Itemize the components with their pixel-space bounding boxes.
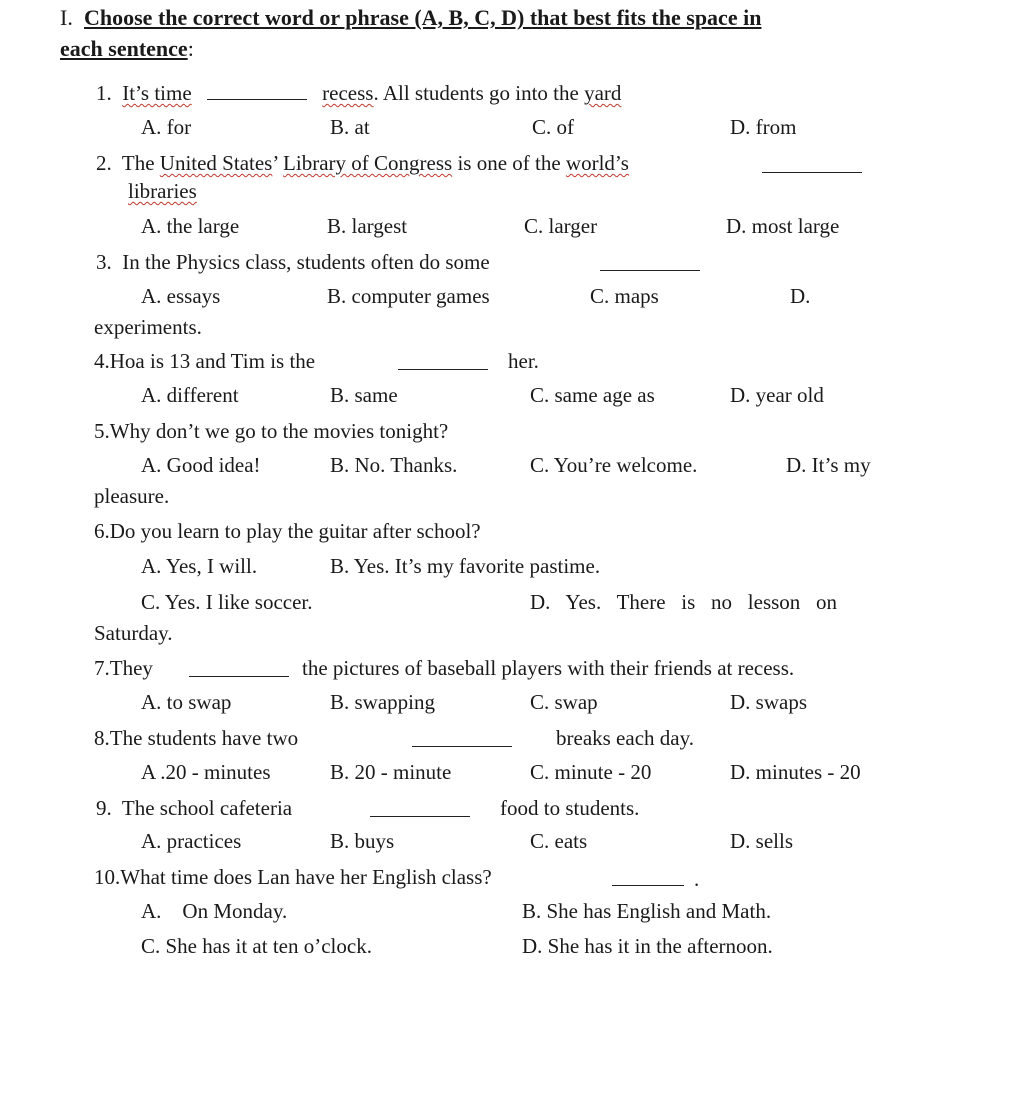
q7-pre: They xyxy=(109,656,153,680)
q3-option-a[interactable]: A. essays xyxy=(141,284,221,308)
question-number: 1. xyxy=(96,81,112,105)
q9-option-a[interactable]: A. practices xyxy=(141,829,242,853)
q2-option-b[interactable]: B. largest xyxy=(327,214,408,238)
q6-option-a[interactable]: A. Yes, I will. xyxy=(141,554,258,578)
answer-blank[interactable] xyxy=(398,355,488,370)
q2-mid2: is one of the xyxy=(452,151,566,175)
answer-blank[interactable] xyxy=(207,85,307,100)
section-heading-line2-text: each sentence xyxy=(60,36,188,61)
q2-option-a[interactable]: A. the large xyxy=(141,214,240,238)
question-number: 5. xyxy=(94,419,110,443)
question-2 xyxy=(96,150,629,176)
q2-pre: The xyxy=(121,151,160,175)
q2-mid1: ’ xyxy=(272,151,284,175)
q4-after: her. xyxy=(508,349,539,373)
q10-option-b[interactable]: B. She has English and Math. xyxy=(522,899,772,923)
q3-option-b[interactable]: B. computer games xyxy=(327,284,490,308)
answer-blank[interactable] xyxy=(600,256,700,271)
q10-option-a[interactable]: A. On Monday. xyxy=(141,899,288,923)
question-number: 2. xyxy=(96,151,112,175)
q5-option-b[interactable]: B. No. Thanks. xyxy=(330,453,458,477)
question-number: 3. xyxy=(96,250,112,274)
question-5 xyxy=(94,418,448,444)
q1-option-b[interactable]: B. at xyxy=(330,115,370,139)
q4-option-b[interactable]: B. same xyxy=(330,383,398,407)
q6-option-d-continued[interactable]: Saturday. xyxy=(94,621,173,645)
q6-option-c[interactable]: C. Yes. I like soccer. xyxy=(141,590,313,614)
question-4 xyxy=(94,348,315,374)
question-9 xyxy=(96,795,292,821)
q1-spell-word: It’s time xyxy=(122,81,192,105)
q7-option-c[interactable]: C. swap xyxy=(530,690,598,714)
q6-text: Do you learn to play the guitar after school? xyxy=(109,519,481,543)
question-number: 8. xyxy=(94,726,110,750)
q1-spell-word-3: yard xyxy=(584,81,622,105)
q5-option-a[interactable]: A. Good idea! xyxy=(141,453,261,477)
q2-spell-word-3: world’s xyxy=(565,151,629,175)
answer-blank[interactable] xyxy=(412,732,512,747)
q2-line2: libraries xyxy=(128,179,197,203)
q10-option-c[interactable]: C. She has it at ten o’clock. xyxy=(141,934,372,958)
q4-text: Hoa is 13 and Tim is the xyxy=(109,349,316,373)
answer-blank[interactable] xyxy=(370,802,470,817)
answer-blank[interactable] xyxy=(762,158,862,173)
q8-option-a[interactable]: A .20 - minutes xyxy=(141,760,271,784)
answer-blank[interactable] xyxy=(612,871,684,886)
q1-option-a[interactable]: A. for xyxy=(141,115,192,139)
q7-text: the pictures of baseball players with their friends at recess. xyxy=(302,656,795,680)
section-number: I. xyxy=(60,5,73,30)
q8-after: breaks each day. xyxy=(556,726,694,750)
q9-option-c[interactable]: C. eats xyxy=(530,829,588,853)
q9-option-b[interactable]: B. buys xyxy=(330,829,395,853)
q5-option-d[interactable]: D. It’s my xyxy=(786,453,871,477)
q2-spell-word: United States xyxy=(159,151,273,175)
q5-text: Why don’t we go to the movies tonight? xyxy=(109,419,449,443)
question-8 xyxy=(94,725,298,751)
q4-option-d[interactable]: D. year old xyxy=(730,383,824,407)
q1-option-d[interactable]: D. from xyxy=(730,115,797,139)
question-7 xyxy=(94,655,153,681)
q5-option-c[interactable]: C. You’re welcome. xyxy=(530,453,698,477)
section-heading-line1: Choose the correct word or phrase (A, B, C, D) that best fits the space in xyxy=(84,5,762,30)
q1-spell-word-2: recess xyxy=(322,81,374,105)
q2-spell-word-2: Library of Congress xyxy=(283,151,453,175)
question-number: 7. xyxy=(94,656,110,680)
q9-text: The school cafeteria xyxy=(121,796,293,820)
q8-text: The students have two xyxy=(109,726,299,750)
question-number: 10. xyxy=(94,865,121,889)
question-number: 6. xyxy=(94,519,110,543)
question-6 xyxy=(94,518,481,544)
q10-option-d[interactable]: D. She has it in the afternoon. xyxy=(522,934,773,958)
question-1 xyxy=(96,80,621,106)
q6-option-b[interactable]: B. Yes. It’s my favorite pastime. xyxy=(330,554,601,578)
q10-dot: . xyxy=(694,867,700,891)
q4-option-a[interactable]: A. different xyxy=(141,383,239,407)
question-number: 9. xyxy=(96,796,112,820)
q4-option-c[interactable]: C. same age as xyxy=(530,383,655,407)
q7-option-a[interactable]: A. to swap xyxy=(141,690,232,714)
q1-option-c[interactable]: C. of xyxy=(532,115,574,139)
q8-option-b[interactable]: B. 20 - minute xyxy=(330,760,452,784)
q3-option-c[interactable]: C. maps xyxy=(590,284,659,308)
q2-option-d[interactable]: D. most large xyxy=(726,214,840,238)
q2-option-c[interactable]: C. larger xyxy=(524,214,598,238)
q3-option-d-continued[interactable]: experiments. xyxy=(94,315,202,339)
q9-after: food to students. xyxy=(500,796,640,820)
q8-option-c[interactable]: C. minute - 20 xyxy=(530,760,652,784)
answer-blank[interactable] xyxy=(189,662,289,677)
question-3 xyxy=(96,249,490,275)
section-heading-line2 xyxy=(60,36,194,62)
q7-option-d[interactable]: D. swaps xyxy=(730,690,807,714)
q6-option-d[interactable]: D. Yes. There is no lesson on xyxy=(530,590,838,614)
q10-text: What time does Lan have her English class? xyxy=(120,865,492,889)
q9-option-d[interactable]: D. sells xyxy=(730,829,793,853)
question-number: 4. xyxy=(94,349,110,373)
q5-option-d-continued[interactable]: pleasure. xyxy=(94,484,170,508)
q1-rest: . All students go into the xyxy=(373,81,585,105)
q3-option-d[interactable]: D. xyxy=(790,284,811,308)
heading-colon: : xyxy=(187,36,194,61)
q8-option-d[interactable]: D. minutes - 20 xyxy=(730,760,861,784)
question-10 xyxy=(94,864,492,890)
q7-option-b[interactable]: B. swapping xyxy=(330,690,435,714)
q3-text: In the Physics class, students often do some xyxy=(122,250,490,274)
